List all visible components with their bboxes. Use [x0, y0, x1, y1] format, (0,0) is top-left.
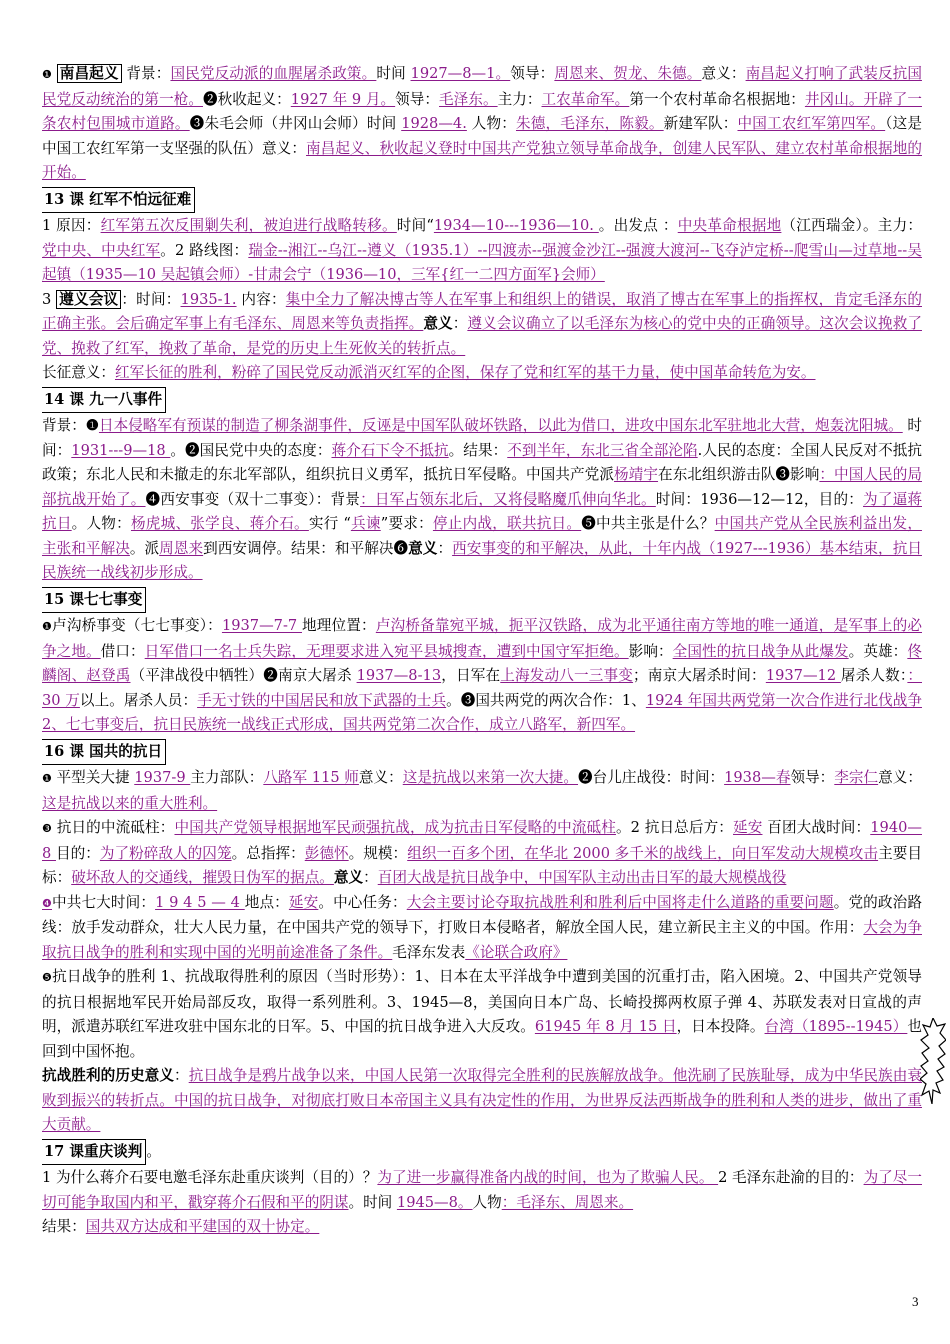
underlined-answer: 1924 年国共两党第一次合作进行北伐战争 2、七七事变后，抗日民族统一战线正式形成，国共两党第二次合作，成立八路军，新四军。	[42, 691, 922, 733]
text-run: 人物：	[466, 115, 516, 132]
underlined-answer: 这是抗战以来第一次大捷。	[402, 769, 579, 786]
text-run: 。中心任务：	[318, 893, 407, 911]
underlined-answer: 周恩来、贺龙、朱德。	[554, 65, 702, 82]
text-run: 中共七大时间：	[52, 893, 156, 911]
text-run: ”要求：	[380, 515, 433, 532]
text-run: 在东北组织游击队❸影响	[658, 466, 820, 483]
lesson-heading: 14 课 九一八事件	[42, 387, 166, 414]
text-run: 时间：	[42, 417, 922, 459]
text-run: 借口：	[100, 642, 145, 660]
lesson-heading: 17 课重庆谈判	[42, 1139, 146, 1166]
text-run: 领导：	[790, 769, 835, 786]
underlined-answer: 毛泽东。	[439, 90, 498, 108]
underlined-answer: 佟麟阁、赵登禹	[42, 642, 922, 684]
underlined-answer: 红军第五次反围剿失利，被迫进行战略转移。	[100, 217, 397, 234]
text-run: 。2 路线图：	[160, 241, 249, 259]
bullet-marker: ❺	[42, 971, 53, 984]
text-run: ：	[174, 1067, 189, 1084]
bullet-marker: ❶	[42, 620, 53, 633]
underlined-answer: 上海发动八一三事变	[500, 667, 634, 684]
text-run: 新建军队：	[663, 115, 738, 132]
bold-label: ❶	[85, 417, 99, 434]
underlined-answer: 破坏敌人的交通线，摧毁日伪军的据点。	[71, 869, 334, 886]
underlined-answer: ：日军占领东北后，又将侵略魔爪伸向华北。	[360, 490, 656, 508]
text-run: 意义：	[358, 769, 403, 786]
underlined-answer: 红军长征的胜利，粉碎了国民党反动派消灭红军的企图，保存了党和红军的基干力量，使中国革命转危为安。	[114, 364, 816, 381]
text-run: ：	[363, 869, 378, 886]
underlined-answer: 1937—8-13	[356, 667, 442, 684]
text-run: 1 原因：	[42, 217, 101, 234]
paragraph	[42, 816, 922, 891]
paragraph	[42, 965, 922, 1064]
underlined-answer: 1937—7-7	[221, 617, 302, 634]
text-run: （江西瑞金）。主力：	[781, 217, 922, 234]
text-run: 到西安调停。结果：和平解决❻	[203, 539, 409, 557]
underlined-answer: 1945—8。	[396, 1193, 473, 1211]
underlined-answer: ：30 万	[42, 667, 922, 709]
underlined-answer: ：中国人民的局部抗战开始了。	[42, 466, 922, 508]
text-run: 2 毛泽东赴渝的目的：	[718, 1169, 864, 1186]
text-run: .人民的态度：全国人民反对不抵抗政策；东北人民和未撤走的东北军部队，组织抗日义勇军，抵抗日军侵略。中国共产党派	[42, 441, 922, 483]
underlined-answer: 杨虎城、张学良、蒋介石。	[130, 515, 309, 532]
lesson-heading: 15 课七七事变	[42, 587, 146, 614]
text-run: 第一个农村革命名根据地：	[629, 90, 805, 108]
underlined-answer: 组织一百多个团，在华北 2000 多千米的战线上，向日军发动大规模攻击	[407, 844, 879, 862]
paragraph	[42, 214, 922, 288]
text-run: 毛泽东发表	[392, 943, 466, 961]
text-run: 也回到中国怀抱。	[42, 1018, 922, 1060]
jagged-burst-decoration	[920, 1018, 946, 1104]
paragraph	[42, 361, 922, 386]
underlined-answer: 中央革命根据地	[677, 217, 782, 234]
text-run: 。❸国共两党的两次合作：1、	[446, 691, 646, 709]
text-run: 意义：	[701, 65, 746, 82]
underlined-answer: 工农革命军。	[541, 90, 630, 108]
underlined-answer: 为了尽一切可能争取国内和平，戳穿蒋介石假和平的阴谋	[42, 1169, 922, 1211]
underlined-answer: 1927—8—1。	[410, 65, 511, 82]
text-run: 百团大战时间：	[762, 819, 871, 836]
underlined-answer: 彭德怀	[304, 844, 349, 862]
text-run: ，日军在	[441, 667, 501, 684]
underlined-answer: 1931---9—18	[71, 441, 171, 459]
text-run: ❷台儿庄战役：时间：	[578, 769, 725, 786]
underlined-answer: 1 9 4 5 — 4	[155, 893, 245, 911]
text-run: 时间	[376, 65, 411, 82]
text-run: 。派	[129, 539, 160, 557]
underlined-answer: 延安	[288, 893, 319, 911]
text-run: 屠杀人数：	[840, 667, 908, 684]
underlined-answer: 1927 年 9 月。	[290, 90, 396, 108]
text-run: 。时间	[348, 1193, 397, 1211]
underlined-answer: ：毛泽东、周恩来。	[501, 1193, 634, 1211]
underlined-answer: 1940—8	[42, 819, 922, 862]
underlined-answer: 《论联合政府》	[465, 943, 568, 961]
underlined-answer: 南昌起义打响了武装反抗国民党反动统治的第一枪。	[42, 65, 922, 108]
text-run: 意义：	[878, 769, 922, 786]
underlined-answer: 1937—12	[765, 667, 841, 684]
text-run: 领导：	[395, 90, 440, 108]
text-run: 结果：	[42, 1218, 86, 1235]
underlined-answer: 遵义会议确立了以毛泽东为核心的党中央的正确领导。这次会议挽救了党、挽救了红军，挽救了革命，是党的历史上生死攸关的转折点。	[42, 315, 922, 357]
underlined-answer: 为了逼蒋抗日	[42, 490, 922, 532]
text-run: ；南京大屠杀时间：	[633, 667, 766, 684]
text-run: 背景：	[42, 417, 86, 434]
text-run: ❸朱毛会师（井冈山会师）时间	[189, 115, 402, 132]
underlined-answer: 八路军 115 师	[263, 769, 359, 786]
text-run: 。出发点 ：	[598, 217, 678, 234]
text-run: 人物	[472, 1193, 502, 1211]
text-run: 1 为什么蒋介石要电邀毛泽东赴重庆谈判（目的）？	[42, 1169, 378, 1186]
paragraph	[42, 288, 922, 362]
underlined-answer: 日军借口一名士兵失踪，无理要求进入宛平县城搜查，遭到中国守军拒绝。	[144, 642, 629, 660]
underlined-answer: 卢沟桥备靠宛平城，扼平汉铁路，成为北平通往南方等地的唯一通道，是军事上的必争之地。	[42, 617, 922, 660]
lesson-heading: 13 课 红军不怕远征难	[42, 187, 195, 214]
text-run: 主力：	[497, 90, 542, 108]
underlined-answer: 蒋介石下令不抵抗	[331, 441, 449, 459]
underlined-answer: 井冈山。开辟了一条农村包围城市道路。	[42, 90, 922, 132]
text-run: 以上。屠杀人员：	[79, 691, 198, 709]
text-run: 地理位置：	[301, 617, 376, 634]
underlined-answer: 手无寸铁的中国居民和放下武器的士兵	[197, 691, 447, 709]
text-run: 。党的政治路线：放手发动群众，壮大人民力量，在中国共产党的领导下，打败日本侵略者，解放全国人民，建立新民主主义的中国。作用：	[42, 893, 922, 936]
text-run: 主力部队：	[190, 769, 264, 786]
paragraph	[42, 614, 922, 738]
bold-label: 意义	[423, 315, 453, 332]
underlined-answer: 大会为争取抗日战争的胜利和实现中国的光明前途准备了条件。	[42, 919, 922, 961]
text-run: 背景：	[121, 65, 171, 82]
paragraph	[42, 1064, 922, 1138]
underlined-answer: 南昌起义、秋收起义登时中国共产党独立领导革命战争，创建人民军队、建立农村革命根据地的开始。	[42, 139, 922, 181]
text-run: ：	[452, 315, 468, 332]
text-run: （平津战役中牺牲）❷南京大屠杀	[130, 667, 357, 684]
underlined-answer: 1935-1.	[180, 290, 237, 308]
text-run: 卢沟桥事变（七七事变）：	[52, 617, 222, 634]
underlined-answer: 抗日战争是鸦片战争以来，中国人民第一次取得完全胜利的民族解放战争。他洗刷了民族耻辱，成为中华民族由衰败到振兴的转折点。中国的抗日战争，对彻底打败日本帝国主义具有决定性的作用，为世界反法西斯战争的胜利和人类的进步，做出了重大贡献。	[42, 1067, 922, 1133]
text-run: 。人物：	[71, 515, 131, 532]
paragraph	[42, 386, 922, 415]
text-run: 。结果：	[448, 441, 508, 459]
underlined-answer: 瑞金--湘江--乌江--遵义（1935.1）--四渡赤--强渡金沙江--强渡大渡河--飞夺泸定桥--爬雪山—过草地--吴起镇（1935—10 吴起镇会师）-甘肃会宁（1936—10，三军{红一二四方面军}会师）	[42, 241, 922, 283]
underlined-answer: 停止内战，联共抗日。	[432, 515, 582, 532]
underlined-answer: 61945 年 8 月 15 日	[534, 1018, 677, 1035]
text-run: 领导：	[510, 65, 555, 82]
text-run: 目的：	[55, 844, 100, 862]
underlined-answer: 大会主要讨论夺取抗战胜利和胜利后中国将走什么道路的重要问题	[406, 893, 834, 911]
underlined-answer: 1937-9	[134, 769, 191, 786]
text-run: 影响：	[628, 642, 673, 660]
underlined-answer: 为了进一步赢得准备内战的时间，也为了欺骗人民。	[377, 1169, 719, 1186]
text-run: 。	[146, 1142, 161, 1160]
bullet-marker: ❸	[42, 822, 52, 835]
underlined-answer: 兵谏	[350, 515, 381, 532]
text-run: ❹西安事变（双十二事变）：背景	[145, 490, 361, 508]
text-run: 时间“	[396, 217, 434, 234]
underlined-answer: 朱德，毛泽东，陈毅。	[515, 115, 664, 132]
page-number: 3	[912, 1294, 919, 1309]
document-body	[42, 62, 922, 1240]
bold-label: 抗战胜利的历史意义	[42, 1067, 175, 1084]
text-run: 。总指挥：	[231, 844, 305, 862]
paragraph	[42, 1138, 922, 1167]
underlined-answer: 1938—春	[724, 769, 791, 786]
paragraph	[42, 738, 922, 767]
paragraph	[42, 1166, 922, 1215]
text-run: ：时间：	[121, 290, 181, 308]
text-run: 3	[42, 290, 57, 308]
paragraph	[42, 891, 922, 966]
boxed-term: 南昌起义	[57, 64, 122, 83]
underlined-answer: 国民党反动派的血腥屠杀政策。	[170, 65, 377, 82]
text-run: 地点：	[244, 893, 289, 911]
bullet-marker: ❶	[42, 68, 52, 81]
text-run: 。2 抗日总后方：	[615, 819, 734, 836]
bold-label: 意义	[333, 869, 364, 886]
bullet-marker: ❶	[42, 772, 52, 785]
underlined-answer: 延安	[733, 819, 763, 836]
text-run: 抗日战争的胜利 1、抗战取得胜利的原因（当时形势）：1、日本在太平洋战争中遭到美国的沉重打击，陷入困境。2、中国共产党领导的抗日根据地军民开始局部反攻，取得一系列胜利。3、1945—8，美国向日本广岛、长崎投掷两枚原子弹 4、苏联发表对日宣战的声明，派遣苏联红军进攻驻中国东北的日军。5、中国的抗日战争进入大反攻。	[42, 968, 922, 1035]
underlined-answer: 中国共产党从全民族利益出发，主张和平解决	[42, 515, 922, 557]
bullet-marker: ❹	[42, 896, 52, 910]
underlined-answer: 全国性的抗日战争从此爆发	[672, 642, 849, 660]
text-run: （这是中国工农红军第一支坚强的队伍）意义：	[42, 115, 922, 157]
paragraph	[42, 586, 922, 615]
underlined-answer: 这是抗战以来的重大胜利。	[42, 794, 218, 812]
text-run: 。规模：	[348, 844, 408, 862]
underlined-answer: 西安事变的和平解决，从此，十年内战（1927---1936）基本结束，抗日民族统一战线初步形成。	[42, 539, 922, 581]
text-run: ：	[437, 539, 453, 557]
paragraph	[42, 186, 922, 215]
text-run: 时间：1936—12—12，目的：	[655, 490, 864, 508]
paragraph	[42, 414, 922, 586]
text-run: 主要目标：	[42, 844, 922, 886]
paragraph	[42, 1215, 922, 1240]
underlined-answer: 周恩来	[159, 539, 204, 557]
paragraph	[42, 62, 922, 186]
text-run: 。❷国民党中央的态度：	[170, 441, 332, 459]
boxed-term: 遵义会议	[56, 290, 121, 309]
text-run: 平型关大捷	[51, 769, 135, 786]
underlined-answer: 集中全力了解决博古等人在军事上和组织上的错误，取消了博古在军事上的指挥权，肯定毛泽东的正确主张。会后确定军事上有毛泽东、周恩来等负责指挥。	[42, 290, 922, 332]
text-run: 长征意义：	[42, 364, 115, 381]
underlined-answer: 中国共产党领导根据地军民顽强抗战，成为抗击日军侵略的中流砥柱	[174, 819, 616, 836]
underlined-answer: 日本侵略军有预谋的制造了柳条湖事件，反诬是中国军队破坏铁路，以此为借口，进攻中国东北军驻地北大营，炮轰沈阳城。	[98, 417, 903, 434]
text-run: ，日本投降。	[676, 1018, 765, 1035]
underlined-answer: 台湾（1895--1945）	[764, 1018, 908, 1035]
underlined-answer: 李宗仁	[834, 769, 879, 786]
underlined-answer: 1928—4.	[401, 115, 467, 132]
underlined-answer: 中国工农红军第四军。	[737, 115, 886, 132]
underlined-answer: 1934—10---1936—10.	[433, 217, 599, 234]
bold-label: 意义	[408, 539, 438, 557]
text-run: 内容：	[236, 290, 286, 308]
lesson-heading: 16 课 国共的抗日	[42, 739, 166, 766]
text-run: ❺中共主张是什么？	[581, 515, 715, 532]
text-run: 实行 “	[308, 515, 351, 532]
underlined-answer: 杨靖宇	[614, 466, 659, 483]
text-run: ❷秋收起义：	[202, 90, 291, 108]
underlined-answer: 为了粉碎敌人的囚笼	[99, 844, 232, 862]
text-run: 。英雄：	[848, 642, 908, 660]
underlined-answer: 百团大战是抗日战争中，中国军队主动出击日军的最大规模战役	[377, 869, 787, 886]
text-run: 抗日的中流砥柱：	[51, 819, 175, 836]
underlined-answer: 党中央、中央红军	[42, 241, 161, 259]
underlined-answer: 不到半年，东北三省全部沦陷	[507, 441, 698, 459]
paragraph	[42, 766, 922, 816]
underlined-answer: 国共双方达成和平建国的双十协定。	[85, 1218, 320, 1235]
